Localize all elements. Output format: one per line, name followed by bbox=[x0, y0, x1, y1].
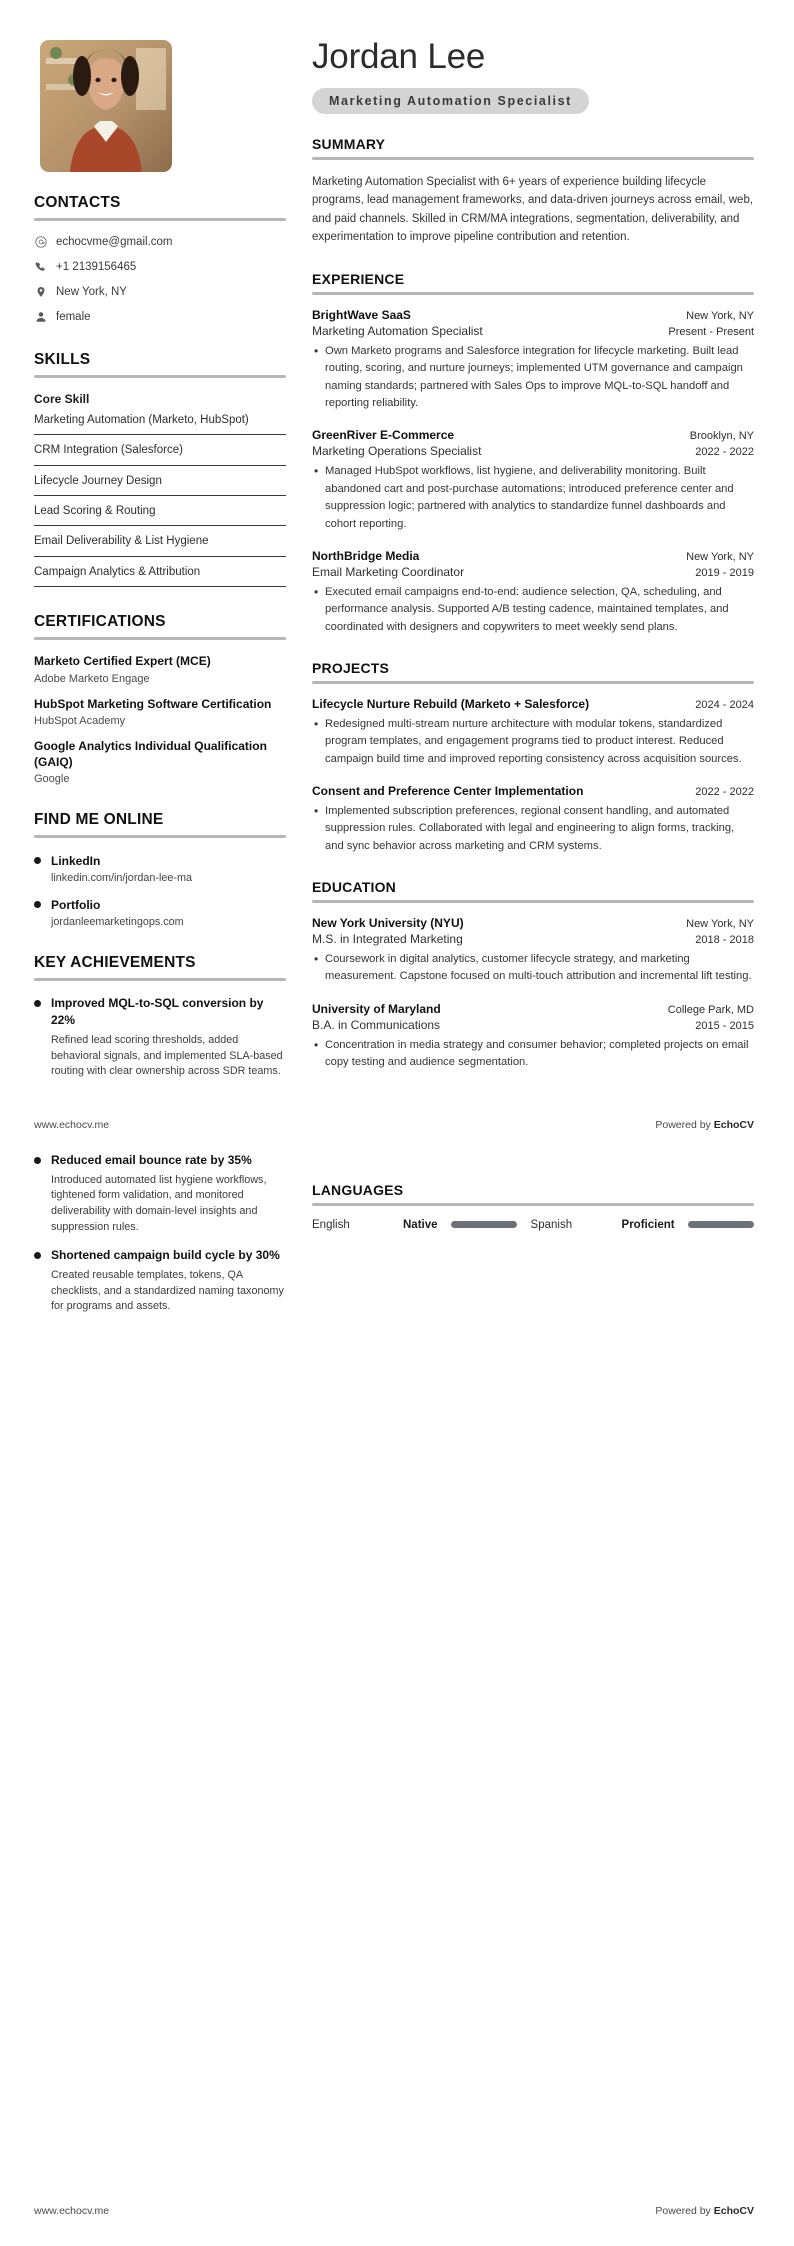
experience-location: Brooklyn, NY bbox=[689, 430, 754, 443]
contacts-heading: CONTACTS bbox=[34, 194, 121, 211]
experience-bullet: • Executed email campaigns end-to-end: audience selection, QA, scheduling, and performance analysis. Supported A/B testing cadence, maintained templates, and coordinated with designers and copywriters to meet weekly send plans. bbox=[312, 584, 754, 636]
language-name: English bbox=[312, 1218, 350, 1231]
section-divider bbox=[34, 218, 286, 221]
skill-item: CRM Integration (Salesforce) bbox=[34, 443, 286, 465]
section-divider bbox=[34, 637, 286, 640]
footer-powered-prefix: Powered by bbox=[655, 1119, 714, 1131]
certification-org: Google bbox=[34, 773, 70, 786]
section-divider bbox=[312, 292, 754, 295]
bullet-dot-icon bbox=[34, 1000, 41, 1007]
section-divider bbox=[312, 900, 754, 903]
project-name: Consent and Preference Center Implementation bbox=[312, 784, 584, 799]
footer-powered-prefix: Powered by bbox=[655, 2205, 714, 2217]
experience-org: GreenRiver E-Commerce bbox=[312, 428, 455, 443]
section-divider bbox=[34, 835, 286, 838]
online-profile-url[interactable]: jordanleemarketingops.com bbox=[51, 916, 184, 929]
certifications-heading: CERTIFICATIONS bbox=[34, 613, 166, 630]
experience-date: 2019 - 2019 bbox=[695, 566, 754, 579]
project-bullet: • Implemented subscription preferences, regional consent handling, and automated suppression rules. Collaborated with legal and engineering to align forms, tracking, and sync behavior across marketing and CRM systems. bbox=[312, 803, 754, 855]
achievement-item bbox=[34, 1247, 286, 1315]
project-date: 2022 - 2022 bbox=[695, 786, 754, 799]
contact-location bbox=[34, 285, 286, 300]
achievement-item bbox=[34, 995, 286, 1080]
section-divider bbox=[34, 375, 286, 378]
project-entry bbox=[312, 784, 754, 855]
page-footer bbox=[34, 1119, 754, 1131]
online-profile-label: LinkedIn bbox=[51, 854, 101, 869]
key-achievements-heading: KEY ACHIEVEMENTS bbox=[34, 954, 196, 972]
project-name: Lifecycle Nurture Rebuild (Marketo + Salesforce) bbox=[312, 696, 590, 711]
bullet-dot-icon bbox=[34, 901, 41, 908]
experience-location: New York, NY bbox=[686, 550, 754, 563]
summary-section bbox=[312, 136, 754, 248]
find-me-online-heading: FIND ME ONLINE bbox=[34, 811, 164, 829]
education-date: 2015 - 2015 bbox=[695, 1019, 754, 1032]
language-name: Spanish bbox=[530, 1218, 573, 1231]
skill-item: Campaign Analytics & Attribution bbox=[34, 565, 286, 587]
language-level: Native bbox=[403, 1218, 438, 1231]
section-divider bbox=[312, 157, 754, 160]
language-item bbox=[312, 1219, 517, 1231]
project-bullet: • Redesigned multi-stream nurture architecture with modular tokens, standardized program templates, and engagement programs tied to product interest. Reduced campaign build time and improved reporting consistency across acquisition sources. bbox=[312, 716, 754, 768]
skills-heading: SKILLS bbox=[34, 350, 91, 368]
role-badge: Marketing Automation Specialist bbox=[312, 88, 589, 114]
project-date: 2024 - 2024 bbox=[695, 698, 754, 711]
languages-section bbox=[312, 1182, 754, 1231]
bullet-dot-icon bbox=[34, 1157, 41, 1164]
experience-title: Marketing Automation Specialist bbox=[312, 324, 483, 338]
achievement-desc: Refined lead scoring thresholds, added behavioral signals, and implemented SLA-based routing with clear ownership across SDR teams. bbox=[51, 1033, 283, 1078]
main-content bbox=[312, 34, 754, 1255]
page-footer bbox=[34, 2205, 754, 2217]
contact-phone[interactable] bbox=[34, 260, 286, 275]
achievement-title: Reduced email bounce rate by 35% bbox=[51, 1152, 252, 1167]
bullet-dot-icon bbox=[34, 857, 41, 864]
footer-powered bbox=[655, 2205, 754, 2217]
education-bullet: • Coursework in digital analytics, customer lifecycle strategy, and marketing measurement. Capstone focused on multi-touch attribution and incremental lift testing. bbox=[312, 951, 754, 986]
experience-entry bbox=[312, 428, 754, 532]
experience-title: Marketing Operations Specialist bbox=[312, 444, 482, 459]
experience-heading: EXPERIENCE bbox=[312, 271, 405, 287]
experience-date: Present - Present bbox=[668, 326, 754, 338]
education-location: New York, NY bbox=[686, 918, 754, 931]
experience-section bbox=[312, 271, 754, 636]
education-section bbox=[312, 879, 754, 1071]
footer-brand: EchoCV bbox=[713, 1119, 754, 1131]
phone-icon bbox=[34, 261, 47, 273]
certification-name: Marketo Certified Expert (MCE) bbox=[34, 654, 211, 668]
email-icon bbox=[34, 236, 47, 248]
language-level-bar bbox=[688, 1221, 754, 1228]
footer-brand: EchoCV bbox=[713, 2205, 754, 2217]
online-profile-url[interactable]: linkedin.com/in/jordan-lee-ma bbox=[51, 872, 193, 885]
summary-heading: SUMMARY bbox=[312, 135, 386, 152]
achievement-desc: Introduced automated list hygiene workflows, tightened form validation, and monitored deliverability with domain-level insights and suppression rules. bbox=[51, 1173, 267, 1233]
achievement-desc: Created reusable templates, tokens, QA checklists, and a standardized naming taxonomy for programs and assets. bbox=[51, 1269, 284, 1313]
experience-org: BrightWave SaaS bbox=[312, 308, 411, 322]
certification-item bbox=[34, 697, 286, 728]
achievement-item bbox=[34, 1152, 286, 1235]
footer-site[interactable]: www.echocv.me bbox=[34, 2205, 110, 2217]
online-profile-linkedin[interactable] bbox=[34, 852, 286, 884]
education-org: New York University (NYU) bbox=[312, 916, 464, 931]
online-profile-label: Portfolio bbox=[51, 898, 101, 913]
experience-bullet: • Managed HubSpot workflows, list hygiene, and deliverability monitoring. Built abandoned cart and post-purchase automations; introduced preference center and suppression logic; partnered with analytics to standardize funnel dashboards and cohort reporting. bbox=[312, 463, 754, 532]
person-icon bbox=[34, 311, 47, 323]
contact-gender bbox=[34, 310, 286, 325]
education-date: 2018 - 2018 bbox=[695, 934, 754, 947]
project-entry bbox=[312, 697, 754, 768]
certifications-section bbox=[34, 613, 286, 785]
skill-item: Lead Scoring & Routing bbox=[34, 504, 286, 526]
contact-email-value: echocvme@gmail.com bbox=[56, 236, 173, 248]
sidebar bbox=[34, 34, 286, 1341]
education-bullet: • Concentration in media strategy and consumer behavior; completed projects on email copy testing and audience segmentation. bbox=[312, 1037, 754, 1072]
contact-location-value: New York, NY bbox=[56, 285, 127, 298]
section-divider bbox=[312, 681, 754, 684]
projects-heading: PROJECTS bbox=[312, 659, 390, 676]
experience-bullet: • Own Marketo programs and Salesforce integration for lifecycle marketing. Built lead routing, scoring, and nurture journeys; implemented UTM governance and campaign naming standards; partnered with Sales Ops to improve MQL-to-SQL handoff and reporting reliability. bbox=[312, 343, 754, 412]
bullet-dot-icon bbox=[34, 1252, 41, 1259]
languages-heading: LANGUAGES bbox=[312, 1181, 404, 1198]
achievement-title: Improved MQL-to-SQL conversion by 22% bbox=[51, 996, 264, 1028]
education-entry bbox=[312, 916, 754, 986]
contacts-section bbox=[34, 194, 286, 325]
location-icon bbox=[34, 286, 47, 298]
contact-phone-value: +1 2139156465 bbox=[56, 260, 137, 273]
contact-email[interactable] bbox=[34, 235, 286, 250]
certification-org: HubSpot Academy bbox=[34, 715, 126, 728]
education-heading: EDUCATION bbox=[312, 879, 396, 896]
education-degree: M.S. in Integrated Marketing bbox=[312, 932, 463, 947]
certification-item bbox=[34, 739, 286, 785]
experience-date: 2022 - 2022 bbox=[695, 446, 754, 459]
skill-item: Email Deliverability & List Hygiene bbox=[34, 534, 286, 556]
footer-site[interactable]: www.echocv.me bbox=[34, 1119, 110, 1131]
avatar bbox=[40, 40, 172, 172]
experience-location: New York, NY bbox=[686, 310, 754, 322]
experience-org: NorthBridge Media bbox=[312, 548, 420, 563]
page-break-spacer bbox=[312, 1096, 754, 1182]
education-entry bbox=[312, 1002, 754, 1072]
language-level: Proficient bbox=[621, 1218, 675, 1231]
experience-entry bbox=[312, 308, 754, 412]
find-me-online-section bbox=[34, 811, 286, 928]
section-divider bbox=[312, 1203, 754, 1206]
footer-powered bbox=[655, 1119, 754, 1131]
achievement-title: Shortened campaign build cycle by 30% bbox=[51, 1248, 280, 1263]
education-location: College Park, MD bbox=[667, 1003, 754, 1016]
certification-name: Google Analytics Individual Qualification (GAIQ) bbox=[34, 739, 267, 769]
skills-group-title: Core Skill bbox=[34, 391, 90, 406]
experience-entry bbox=[312, 549, 754, 636]
key-achievements-continued bbox=[34, 1152, 286, 1315]
profile-photo-icon bbox=[40, 40, 172, 172]
languages-list bbox=[312, 1219, 754, 1231]
language-item bbox=[531, 1219, 754, 1231]
skill-item: Marketing Automation (Marketo, HubSpot) bbox=[34, 413, 286, 435]
page-title: Jordan Lee bbox=[312, 37, 486, 76]
skills-section bbox=[34, 351, 286, 587]
online-profile-portfolio[interactable] bbox=[34, 896, 286, 928]
experience-title: Email Marketing Coordinator bbox=[312, 564, 465, 579]
section-divider bbox=[34, 978, 286, 981]
education-org: University of Maryland bbox=[312, 1001, 441, 1016]
certification-item bbox=[34, 654, 286, 685]
key-achievements-section bbox=[34, 954, 286, 1080]
projects-section bbox=[312, 660, 754, 855]
language-level-bar bbox=[451, 1221, 517, 1228]
contact-gender-value: female bbox=[56, 310, 91, 323]
certification-name: HubSpot Marketing Software Certification bbox=[34, 696, 272, 711]
certification-org: Adobe Marketo Engage bbox=[34, 672, 150, 685]
summary-text: Marketing Automation Specialist with 6+ years of experience building lifecycle programs, lead management frameworks, and data-driven journeys across email, web, and paid channels. Skilled in CRM/MA integrations, segmentation, deliverability, and experimentation to improve pipeline contribution and retention. bbox=[312, 175, 754, 244]
skill-item: Lifecycle Journey Design bbox=[34, 474, 286, 496]
education-degree: B.A. in Communications bbox=[312, 1017, 441, 1032]
